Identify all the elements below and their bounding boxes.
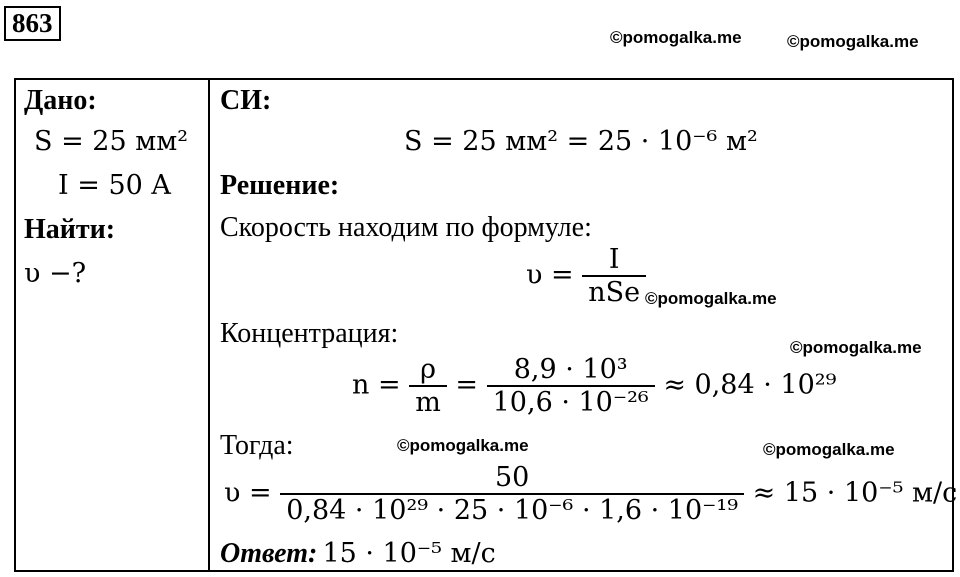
watermark-6: ©pomogalka.me (763, 440, 895, 459)
solution-intro: Скорость находим по формуле: (220, 212, 592, 243)
si-header: СИ: (220, 85, 272, 116)
answer-value: 15 · 10⁻⁵ м/с (322, 538, 496, 569)
formula-final-den: 0,84 · 10²⁹ · 25 · 10⁻⁶ · 1,6 · 10⁻¹⁹ (280, 493, 744, 526)
formula-velocity-lhs: υ = (526, 259, 574, 291)
formula-concentration-rhs: ≈ 0,84 · 10²⁹ (663, 369, 837, 401)
formula-concentration-fraction-2 (487, 354, 655, 418)
formula-final (224, 462, 957, 526)
formula-velocity-num: I (608, 244, 620, 275)
formula-concentration-den1: m (409, 385, 447, 418)
solution-header: Решение: (220, 170, 340, 201)
formula-velocity-fraction (582, 244, 646, 308)
watermark-4: ©pomogalka.me (790, 338, 922, 357)
column-divider (208, 78, 210, 572)
formula-concentration-lhs: n = (352, 369, 401, 401)
formula-velocity (526, 244, 646, 308)
formula-concentration (352, 354, 836, 418)
si-conversion: S = 25 мм² = 25 · 10⁻⁶ м² (404, 126, 758, 157)
watermark-3: ©pomogalka.me (645, 289, 777, 308)
equals-sign: = (455, 369, 479, 401)
formula-concentration-fraction-1 (409, 354, 447, 418)
answer-label: Ответ: (220, 538, 318, 569)
watermark-2: ©pomogalka.me (787, 32, 919, 51)
given-current: I = 50 A (58, 170, 171, 201)
formula-concentration-den2: 10,6 · 10⁻²⁶ (487, 385, 655, 418)
formula-concentration-num1: ρ (420, 354, 436, 385)
find-header: Найти: (24, 214, 116, 245)
then-label: Тогда: (220, 430, 294, 461)
formula-velocity-den: nSe (582, 275, 646, 308)
concentration-label: Концентрация: (220, 318, 399, 349)
problem-number: 863 (4, 6, 61, 41)
find-value: υ −? (24, 258, 87, 289)
formula-final-lhs: υ = (224, 477, 272, 509)
answer-line (220, 538, 496, 570)
given-area: S = 25 мм² (34, 126, 189, 157)
given-header: Дано: (24, 85, 97, 116)
watermark-5: ©pomogalka.me (397, 436, 529, 455)
formula-final-num: 50 (494, 462, 530, 493)
formula-final-fraction (280, 462, 744, 526)
watermark-1: ©pomogalka.me (610, 28, 742, 47)
formula-concentration-num2: 8,9 · 10³ (513, 354, 628, 385)
formula-final-rhs: ≈ 15 · 10⁻⁵ м/с (752, 477, 958, 509)
